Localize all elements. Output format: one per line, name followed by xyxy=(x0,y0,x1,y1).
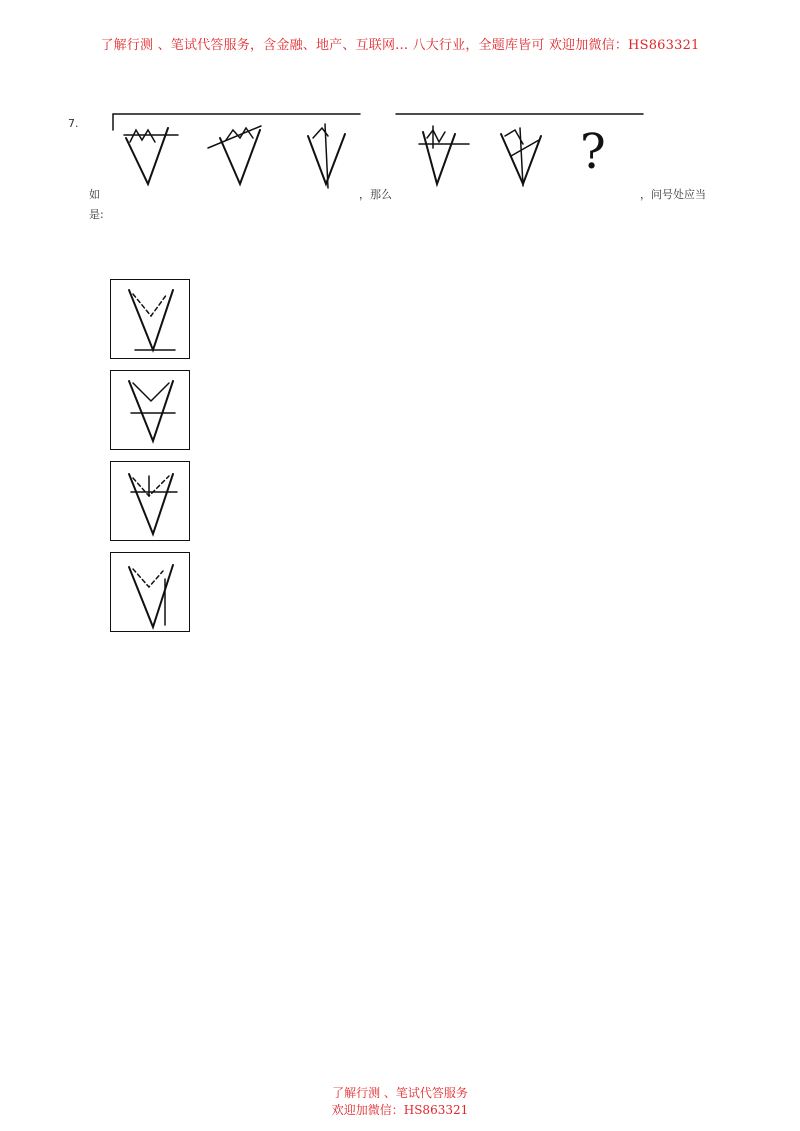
option-a-figure xyxy=(111,280,191,360)
answer-option-c[interactable] xyxy=(110,461,190,541)
question-figure-group-2 xyxy=(393,108,648,193)
watermark-footer xyxy=(0,1085,800,1119)
watermark-header: 了解行测 、笔试代答服务，含金融、地产、互联网... 八大行业，全题库皆可 欢迎加微信：HS863321 xyxy=(100,38,700,53)
question-text-middle: ，那么 xyxy=(359,188,392,201)
answer-option-d[interactable] xyxy=(110,552,190,632)
footer-line-1: 了解行测 、笔试代答服务 xyxy=(332,1086,468,1100)
option-c-figure xyxy=(111,462,191,542)
option-d-figure xyxy=(111,553,191,633)
answer-option-a[interactable] xyxy=(110,279,190,359)
footer-line-2: 欢迎加微信：HS863321 xyxy=(331,1103,469,1117)
question-mark: ? xyxy=(580,124,606,180)
question-number: 7. xyxy=(68,117,79,130)
question-text-prefix: 如 xyxy=(89,188,100,201)
question-text-suffix: ，问号处应当 xyxy=(640,188,706,201)
question-figure-group-1 xyxy=(108,108,368,193)
answer-option-b[interactable] xyxy=(110,370,190,450)
option-b-figure xyxy=(111,371,191,451)
question-text-line2: 是: xyxy=(89,208,104,221)
